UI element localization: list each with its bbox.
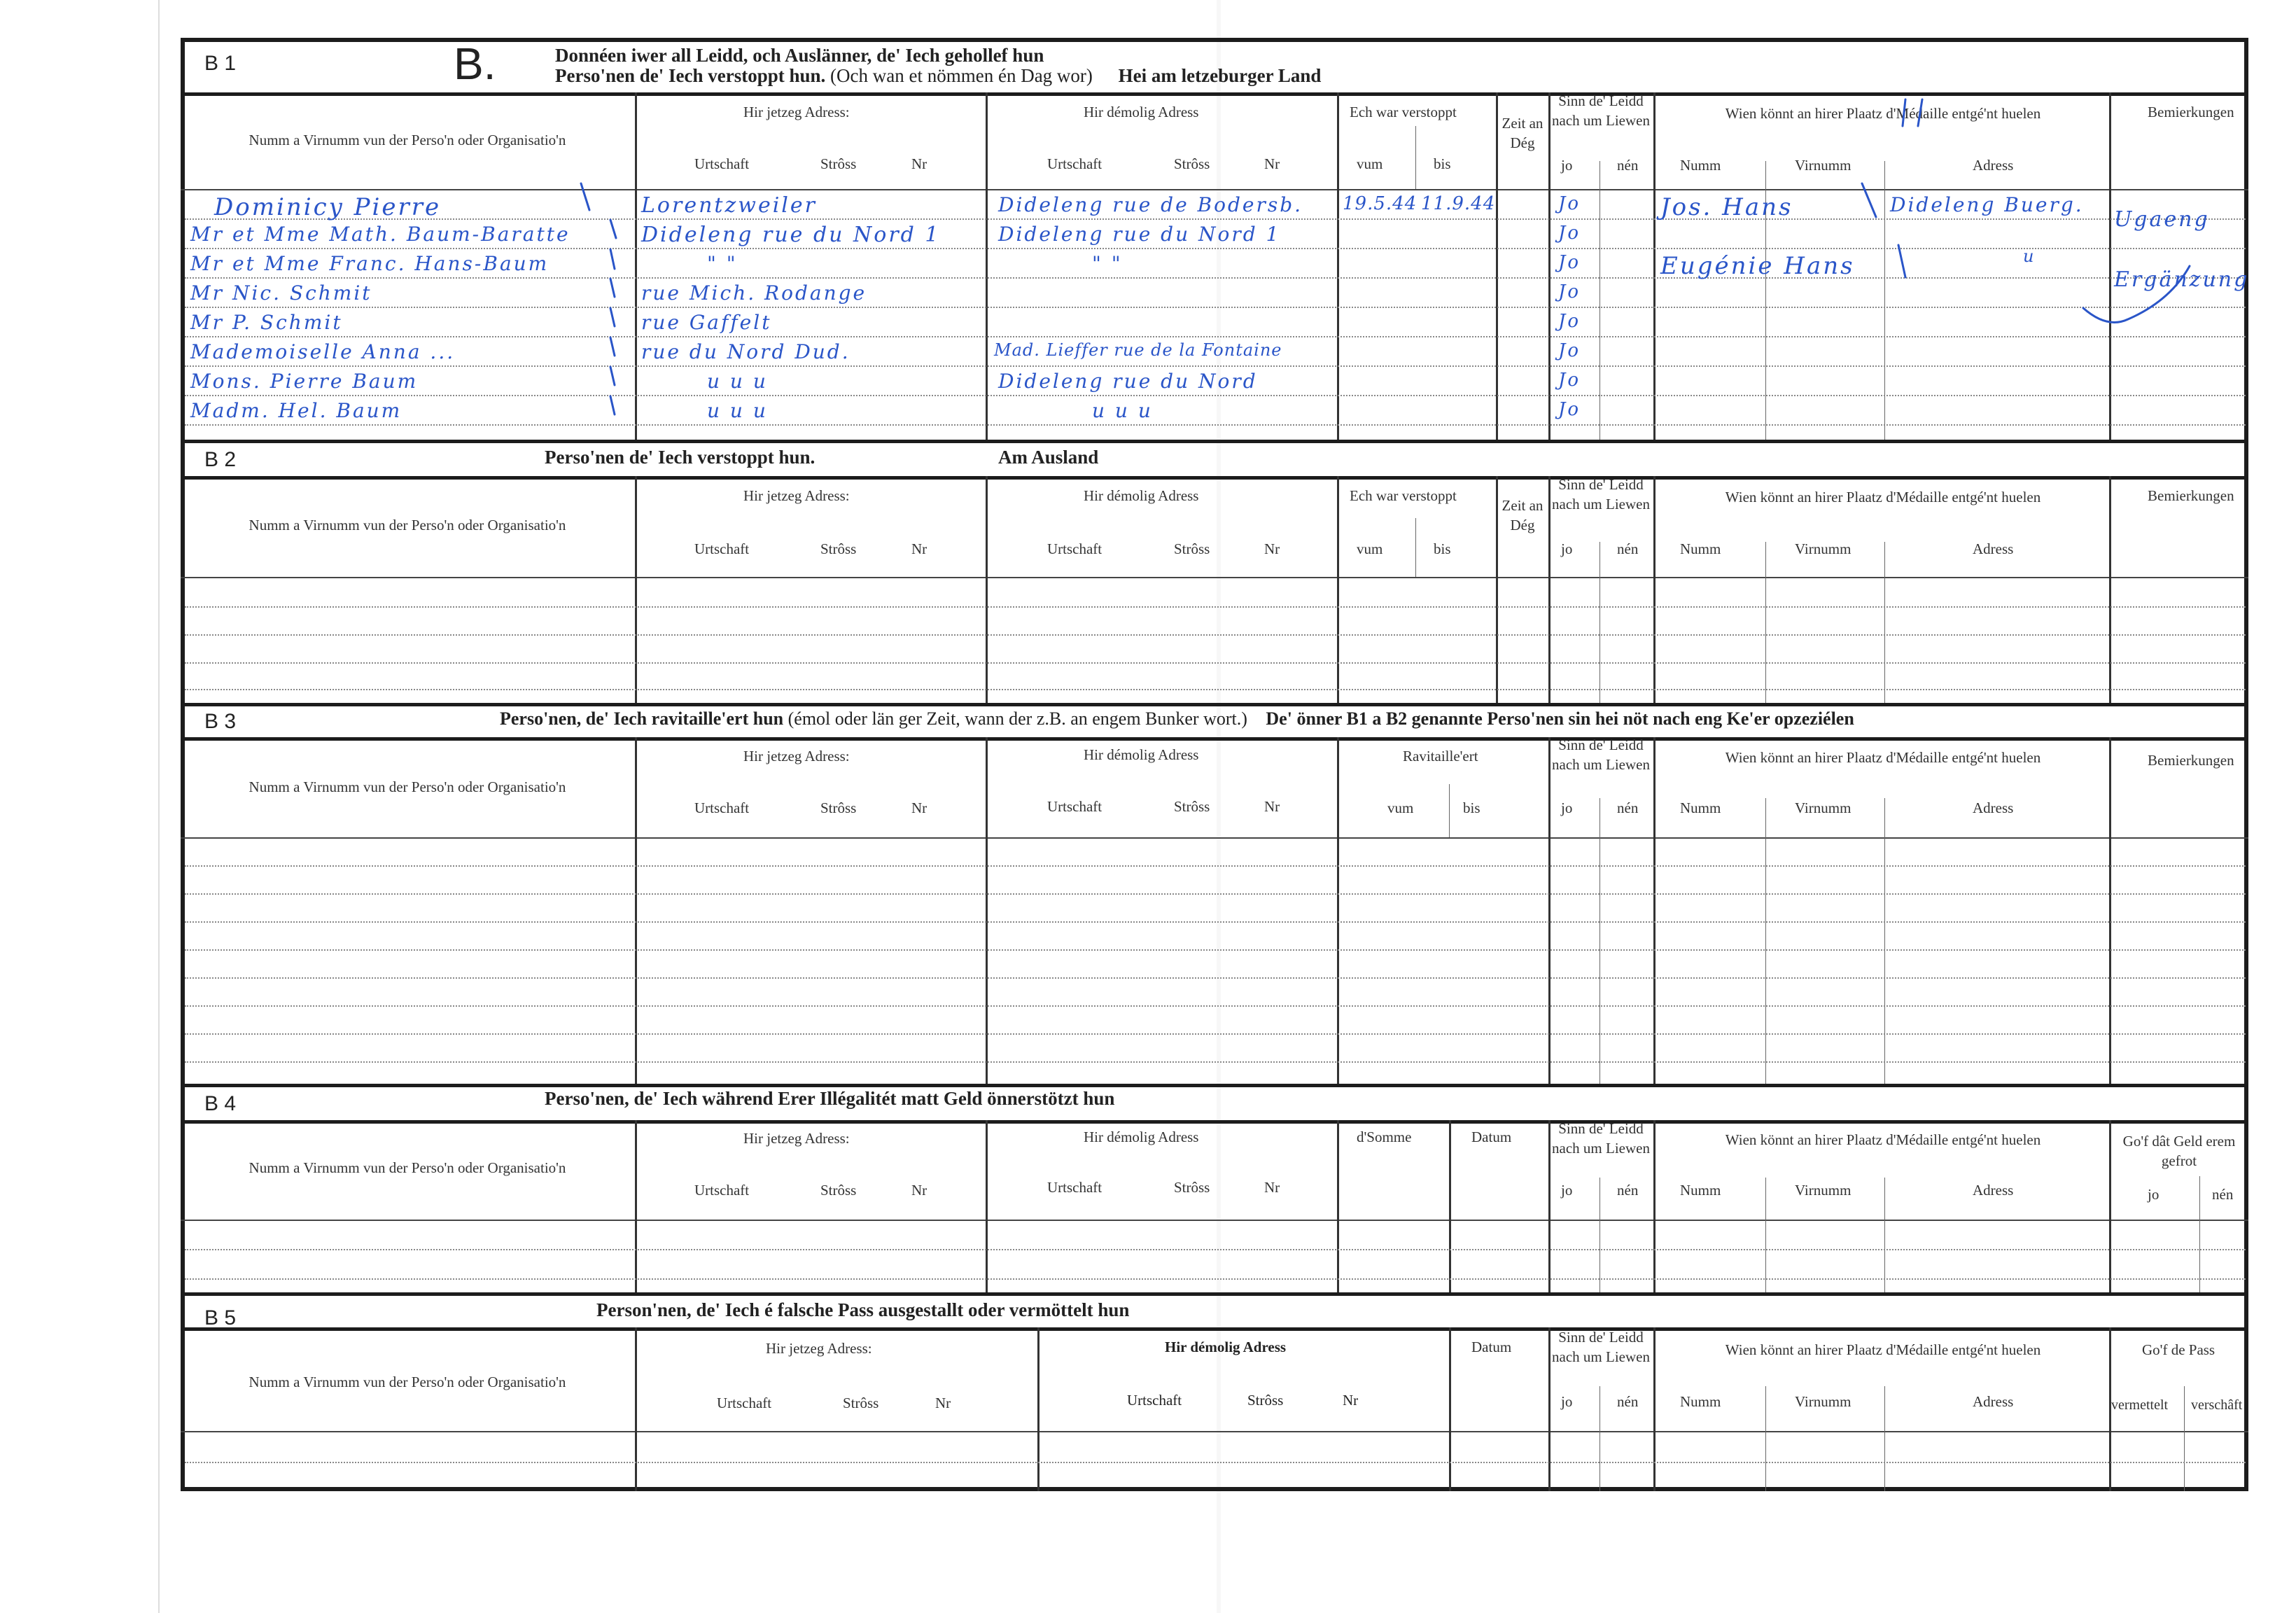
row-rule (185, 1462, 2246, 1463)
row-rule (185, 1249, 2246, 1250)
b2-title-right: Am Ausland (998, 447, 1099, 468)
divider (181, 577, 2248, 578)
col-stross: Strôss (1247, 1392, 1284, 1409)
col-nen: nén (1617, 1393, 1639, 1410)
col-remarks: Bemierkungen (2148, 104, 2234, 120)
col-line (1884, 1386, 1885, 1491)
col-line (1337, 1120, 1339, 1292)
check-mark (610, 367, 615, 385)
b1-title-bold: Perso'nen de' Iech verstoppt hun. (555, 65, 826, 86)
col-stross: Strôss (820, 1182, 857, 1199)
col-stross: Strôss (843, 1395, 879, 1411)
col-urtschaft: Urtschaft (1127, 1392, 1182, 1409)
col-virnumm: Virnumm (1795, 157, 1851, 174)
row-rule (185, 1005, 2246, 1007)
cell-former: " " (1092, 252, 1123, 275)
table-row: Mr et Mme Math. Baum-Baratte (190, 223, 570, 246)
col-gof-geld: Go'f dât Geld erem gefrot (2122, 1133, 2236, 1170)
col-former-address: Hir démolig Adress (1165, 1339, 1287, 1355)
col-line (635, 476, 637, 703)
table-row: Dominicy Pierre (214, 193, 442, 221)
col-stross: Strôss (1174, 798, 1210, 815)
col-urtschaft: Urtschaft (694, 155, 750, 172)
col-vermettelt: vermettelt (2111, 1397, 2169, 1413)
cell-former: Dideleng rue de Bodersb. (998, 193, 1303, 216)
check-mark (581, 183, 589, 210)
row-rule (185, 865, 2246, 867)
cell-jo: Jo (1558, 252, 1581, 273)
b4-title: Perso'nen, de' Iech während Erer Illégalitét matt Geld önnerstötzt hun (545, 1088, 1115, 1109)
col-virnumm: Virnumm (1795, 1182, 1851, 1199)
col-line (2109, 737, 2111, 1084)
col-line (1449, 784, 1450, 837)
col-stross: Strôss (1174, 155, 1210, 172)
row-rule (185, 1033, 2246, 1035)
col-medal: Wien könnt an hirer Plaatz d'Médaille entgé'nt huelen (1725, 1341, 2041, 1358)
table-row: Mr P. Schmit (190, 311, 343, 334)
col-vum: vum (1357, 155, 1383, 172)
col-nr: Nr (1264, 798, 1280, 815)
col-line (986, 476, 988, 703)
col-virnumm: Virnumm (1795, 799, 1851, 816)
section-id-b3: B 3 (204, 710, 237, 733)
col-vum: vum (1357, 540, 1383, 557)
col-line (986, 1120, 988, 1292)
col-adress: Adress (1973, 540, 2014, 557)
col-urtschaft: Urtschaft (1047, 155, 1102, 172)
check-mark (610, 279, 615, 297)
section-id-b4: B 4 (204, 1092, 237, 1115)
cell-medal-address: u (2023, 246, 2036, 266)
col-name: Numm a Virnumm vun der Perso'n oder Organisatio'n (248, 517, 566, 533)
col-sinn: Sinn de' Leidd nach um Liewen (1552, 476, 1650, 513)
col-urtschaft: Urtschaft (694, 799, 750, 816)
check-mark (610, 220, 616, 238)
col-line (1765, 1386, 1766, 1491)
col-nr: Nr (911, 799, 927, 816)
check-mark (610, 337, 615, 356)
col-former-address: Hir démolig Adress (1084, 487, 1199, 504)
cell-jo: Jo (1558, 370, 1581, 391)
col-name: Numm a Virnumm vun der Perso'n oder Organisatio'n (248, 1374, 566, 1390)
col-datum: Datum (1471, 1129, 1512, 1145)
col-line (1653, 737, 1656, 1084)
col-nr: Nr (1343, 1392, 1359, 1409)
cell-former: Dideleng rue du Nord 1 (998, 223, 1281, 246)
col-numm: Numm (1680, 799, 1721, 816)
cell-jo: Jo (1558, 399, 1581, 420)
col-jo: jo (1561, 799, 1573, 816)
cell-bis: 11.9.44 (1421, 193, 1496, 214)
col-nr: Nr (1264, 155, 1280, 172)
col-line (1415, 518, 1416, 577)
col-line (1884, 1178, 1885, 1292)
col-nr: Nr (911, 540, 927, 557)
col-nen: nén (1617, 540, 1639, 557)
col-former-address: Hir démolig Adress (1084, 746, 1199, 763)
col-line (2199, 1176, 2200, 1292)
col-line (635, 1120, 637, 1292)
col-jo: jo (1561, 1182, 1573, 1199)
col-jo: jo (2148, 1186, 2160, 1203)
col-line (1653, 476, 1656, 703)
cell-current: u u u (707, 370, 768, 393)
col-bis: bis (1434, 155, 1451, 172)
col-line (1653, 1120, 1656, 1292)
col-nr: Nr (911, 1182, 927, 1199)
b3-title-right: De' önner B1 a B2 genannte Perso'nen sin hei nöt nach eng Ke'er opzeziélen (1266, 708, 1854, 729)
cell-medal-address: Dideleng Buerg. (1890, 193, 2084, 216)
col-nr: Nr (1264, 1179, 1280, 1196)
col-line (1337, 476, 1339, 703)
col-current-address: Hir jetzeg Adress: (743, 104, 850, 120)
row-rule (185, 1061, 2246, 1063)
cell-current: rue Gaffelt (641, 311, 772, 334)
col-nen: nén (1617, 157, 1639, 174)
cell-current: rue du Nord Dud. (641, 340, 850, 363)
cell-current: rue Mich. Rodange (641, 281, 867, 305)
col-nr: Nr (1264, 540, 1280, 557)
row-rule (185, 634, 2246, 636)
divider (181, 1431, 2248, 1432)
table-row: Mr Nic. Schmit (190, 281, 372, 305)
col-name: Numm a Virnumm vun der Perso'n oder Organisatio'n (248, 778, 566, 795)
cell-former: Mad. Lieffer rue de la Fontaine (994, 340, 1282, 360)
col-numm: Numm (1680, 1182, 1721, 1199)
col-ravitailleiert: Ravitaille'ert (1403, 748, 1478, 764)
cell-vum: 19.5.44 (1343, 193, 1418, 214)
col-numm: Numm (1680, 540, 1721, 557)
cell-remarks: Ugaeng (2114, 207, 2210, 232)
col-current-address: Hir jetzeg Adress: (743, 487, 850, 504)
col-adress: Adress (1973, 799, 2014, 816)
col-stross: Strôss (1174, 1179, 1210, 1196)
col-adress: Adress (1973, 157, 2014, 174)
col-line (2109, 476, 2111, 703)
row-rule (185, 662, 2246, 664)
col-numm: Numm (1680, 1393, 1721, 1410)
table-row: Mademoiselle Anna ... (190, 340, 456, 363)
table-row: Mons. Pierre Baum (190, 370, 419, 393)
col-former-address: Hir démolig Adress (1084, 104, 1199, 120)
row-rule (185, 949, 2246, 951)
col-sinn: Sinn de' Leidd nach um Liewen (1552, 736, 1650, 774)
check-mark (610, 249, 615, 269)
b2-title: Perso'nen de' Iech verstoppt hun. (545, 447, 816, 468)
col-numm: Numm (1680, 157, 1721, 174)
cell-jo: Jo (1558, 223, 1581, 244)
col-line (1037, 1327, 1040, 1491)
col-line (635, 737, 637, 1084)
col-sinn: Sinn de' Leidd nach um Liewen (1552, 92, 1650, 130)
col-vum: vum (1387, 799, 1414, 816)
col-name: Numm a Virnumm vun der Perso'n oder Organisatio'n (248, 132, 566, 148)
col-stross: Strôss (820, 799, 857, 816)
col-current-address: Hir jetzeg Adress: (743, 1130, 850, 1147)
col-line (2184, 1386, 2185, 1491)
col-gof-pass: Go'f de Pass (2142, 1341, 2216, 1358)
divider (181, 1327, 2248, 1331)
col-urtschaft: Urtschaft (1047, 798, 1102, 815)
col-urtschaft: Urtschaft (694, 540, 750, 557)
col-zeit: Zeit an Dég (1502, 497, 1544, 534)
col-nen: nén (1617, 1182, 1639, 1199)
col-adress: Adress (1973, 1393, 2014, 1410)
col-nr: Nr (911, 155, 927, 172)
check-mark (1862, 183, 1876, 217)
cell-jo: Jo (1558, 281, 1581, 302)
col-medal: Wien könnt an hirer Plaatz d'Médaille entgé'nt huelen (1725, 105, 2041, 122)
section-id-b1: B 1 (204, 52, 237, 75)
row-rule (185, 1278, 2246, 1280)
col-urtschaft: Urtschaft (1047, 540, 1102, 557)
b1-title-right: Hei am letzeburger Land (1118, 65, 1322, 86)
col-bis: bis (1434, 540, 1451, 557)
col-remarks: Bemierkungen (2148, 752, 2234, 769)
col-hidden: Ech war verstoppt (1350, 487, 1457, 504)
col-medal: Wien könnt an hirer Plaatz d'Médaille entgé'nt huelen (1725, 489, 2041, 505)
cell-former: u u u (1092, 399, 1153, 422)
col-adress: Adress (1973, 1182, 2014, 1199)
b1-title-line1: Donnéen iwer all Leidd, och Auslänner, de' Iech gehollef hun (555, 45, 1044, 66)
divider (181, 837, 2248, 839)
col-virnumm: Virnumm (1795, 540, 1851, 557)
col-line (1884, 542, 1885, 703)
col-jo: jo (1561, 1393, 1573, 1410)
pen-marks (0, 0, 2296, 448)
b3-title-bold: Perso'nen, de' Iech ravitaille'ert hun (500, 708, 784, 729)
col-line (1449, 1327, 1451, 1491)
col-line (1765, 798, 1766, 1084)
col-medal: Wien könnt an hirer Plaatz d'Médaille entgé'nt huelen (1725, 1131, 2041, 1148)
col-current-address: Hir jetzeg Adress: (743, 748, 850, 764)
col-nr: Nr (935, 1395, 951, 1411)
row-rule (185, 689, 2246, 690)
col-line (1449, 1120, 1451, 1292)
divider (181, 703, 2248, 706)
cell-current: Lorentzweiler (641, 193, 817, 218)
pen-scribble (1903, 99, 1922, 126)
col-nen: nén (1617, 799, 1639, 816)
col-nen: nén (2212, 1186, 2234, 1203)
col-former-address: Hir démolig Adress (1084, 1129, 1199, 1145)
col-urtschaft: Urtschaft (694, 1182, 750, 1199)
col-somme: d'Somme (1357, 1129, 1412, 1145)
row-rule (185, 977, 2246, 979)
cell-medal-name: Eugénie Hans (1660, 252, 1855, 280)
b3-title (500, 708, 1854, 729)
divider (181, 1120, 2248, 1124)
col-line (1653, 1327, 1656, 1491)
section-id-b2: B 2 (204, 448, 237, 471)
col-urtschaft: Urtschaft (717, 1395, 772, 1411)
col-line (1548, 737, 1550, 1084)
row-rule (185, 893, 2246, 895)
cell-current: Dideleng rue du Nord 1 (641, 223, 941, 247)
check-mark (610, 396, 615, 414)
col-line (1337, 737, 1339, 1084)
section-letter: B. (454, 39, 496, 89)
divider (181, 1292, 2248, 1296)
col-datum: Datum (1471, 1339, 1512, 1355)
col-hidden: Ech war verstoppt (1350, 104, 1457, 120)
cell-jo: Jo (1558, 193, 1581, 214)
divider (181, 1084, 2248, 1087)
col-virnumm: Virnumm (1795, 1393, 1851, 1410)
col-line (1884, 798, 1885, 1084)
col-sinn: Sinn de' Leidd nach um Liewen (1552, 1329, 1650, 1366)
col-medal: Wien könnt an hirer Plaatz d'Médaille entgé'nt huelen (1725, 749, 2041, 766)
cell-remarks: Ergänzung (2114, 267, 2250, 292)
col-zeit: Zeit an Dég (1502, 115, 1544, 152)
table-row: Mr et Mme Franc. Hans-Baum (190, 252, 550, 275)
col-remarks: Bemierkungen (2148, 487, 2234, 504)
col-sinn: Sinn de' Leidd nach um Liewen (1552, 1120, 1650, 1157)
col-line (1765, 542, 1766, 703)
table-row: Madm. Hel. Baum (190, 399, 402, 422)
cell-current: u u u (707, 399, 768, 422)
cell-medal-name: Jos. Hans (1660, 193, 1793, 221)
col-stross: Strôss (1174, 540, 1210, 557)
col-line (986, 737, 988, 1084)
cell-current: " " (707, 252, 738, 275)
cell-former: Dideleng rue du Nord (998, 370, 1258, 393)
b5-title: Person'nen, de' Iech é falsche Pass ausgestallt oder vermöttelt hun (596, 1299, 1130, 1320)
col-verschaft: verschâft (2191, 1397, 2243, 1413)
b3-title-note: (émol oder län ger Zeit, wann der z.B. an engem Bunker wort.) (788, 708, 1247, 729)
divider (181, 737, 2248, 741)
col-bis: bis (1463, 799, 1480, 816)
col-name: Numm a Virnumm vun der Perso'n oder Organisatio'n (248, 1159, 566, 1176)
divider (181, 1220, 2248, 1221)
col-stross: Strôss (820, 540, 857, 557)
b1-title-note: (Och wan et nömmen én Dag wor) (830, 65, 1093, 86)
row-rule (185, 921, 2246, 923)
col-line (1765, 1178, 1766, 1292)
check-mark (610, 308, 615, 326)
pen-scribble (2083, 266, 2190, 322)
cell-jo: Jo (1558, 311, 1581, 332)
col-jo: jo (1561, 157, 1573, 174)
divider (181, 476, 2248, 480)
row-rule (185, 606, 2246, 608)
col-current-address: Hir jetzeg Adress: (766, 1340, 872, 1357)
section-id-b5: B 5 (204, 1306, 237, 1329)
col-line (635, 1327, 637, 1491)
col-urtschaft: Urtschaft (1047, 1179, 1102, 1196)
col-jo: jo (1561, 540, 1573, 557)
col-stross: Strôss (820, 155, 857, 172)
cell-jo: Jo (1558, 340, 1581, 361)
check-mark (1898, 245, 1905, 277)
